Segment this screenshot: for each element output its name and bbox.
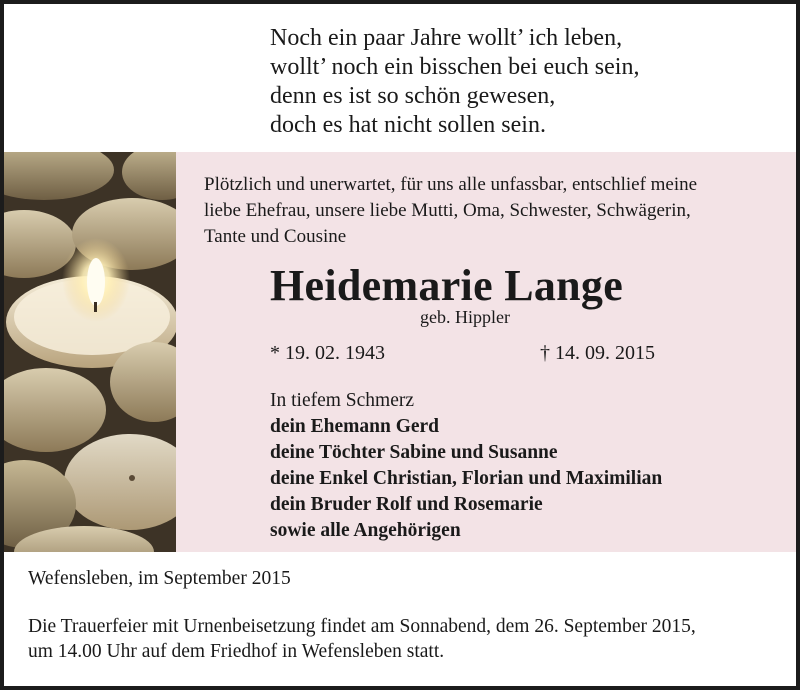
intro-line: liebe Ehefrau, unsere liebe Mutti, Oma, Schwester, Schwägerin, — [204, 200, 691, 221]
mourner-line: sowie alle Angehörigen — [270, 520, 461, 541]
intro-text — [204, 172, 794, 250]
deceased-name: Heidemarie Lange — [270, 261, 624, 310]
funeral-line: um 14.00 Uhr auf dem Friedhof in Wefensleben statt. — [28, 641, 445, 662]
death-date: † 14. 09. 2015 — [540, 342, 655, 364]
poem-line: wollt’ noch ein bisschen bei euch sein, — [270, 54, 640, 80]
funeral-line: Die Trauerfeier mit Urnenbeisetzung findet am Sonnabend, dem 26. September 2015, — [28, 616, 696, 637]
mourner-line: deine Enkel Christian, Florian und Maximilian — [270, 468, 663, 489]
intro-line: Tante und Cousine — [204, 226, 347, 247]
funeral-info — [28, 614, 788, 664]
mourning-intro: In tiefem Schmerz — [270, 390, 415, 411]
poem-line: denn es ist so schön gewesen, — [270, 83, 556, 109]
maiden-name: geb. Hippler — [420, 307, 510, 327]
mourner-line: deine Töchter Sabine und Susanne — [270, 442, 558, 463]
mourner-line: dein Ehemann Gerd — [270, 416, 440, 437]
intro-line: Plötzlich und unerwartet, für uns alle unfassbar, entschlief meine — [204, 174, 698, 195]
birth-date: * 19. 02. 1943 — [270, 342, 385, 364]
notice-band — [4, 152, 796, 552]
poem-line: Noch ein paar Jahre wollt’ ich leben, — [270, 25, 623, 51]
poem-line: doch es hat nicht sollen sein. — [270, 112, 546, 138]
place-date: Wefensleben, im September 2015 — [28, 568, 291, 589]
mourner-line: dein Bruder Rolf und Rosemarie — [270, 494, 543, 515]
mourners-list — [270, 388, 662, 544]
candles-photo — [4, 152, 176, 552]
flame-core — [87, 258, 105, 306]
poem — [270, 24, 639, 140]
candles-illustration — [4, 152, 176, 552]
